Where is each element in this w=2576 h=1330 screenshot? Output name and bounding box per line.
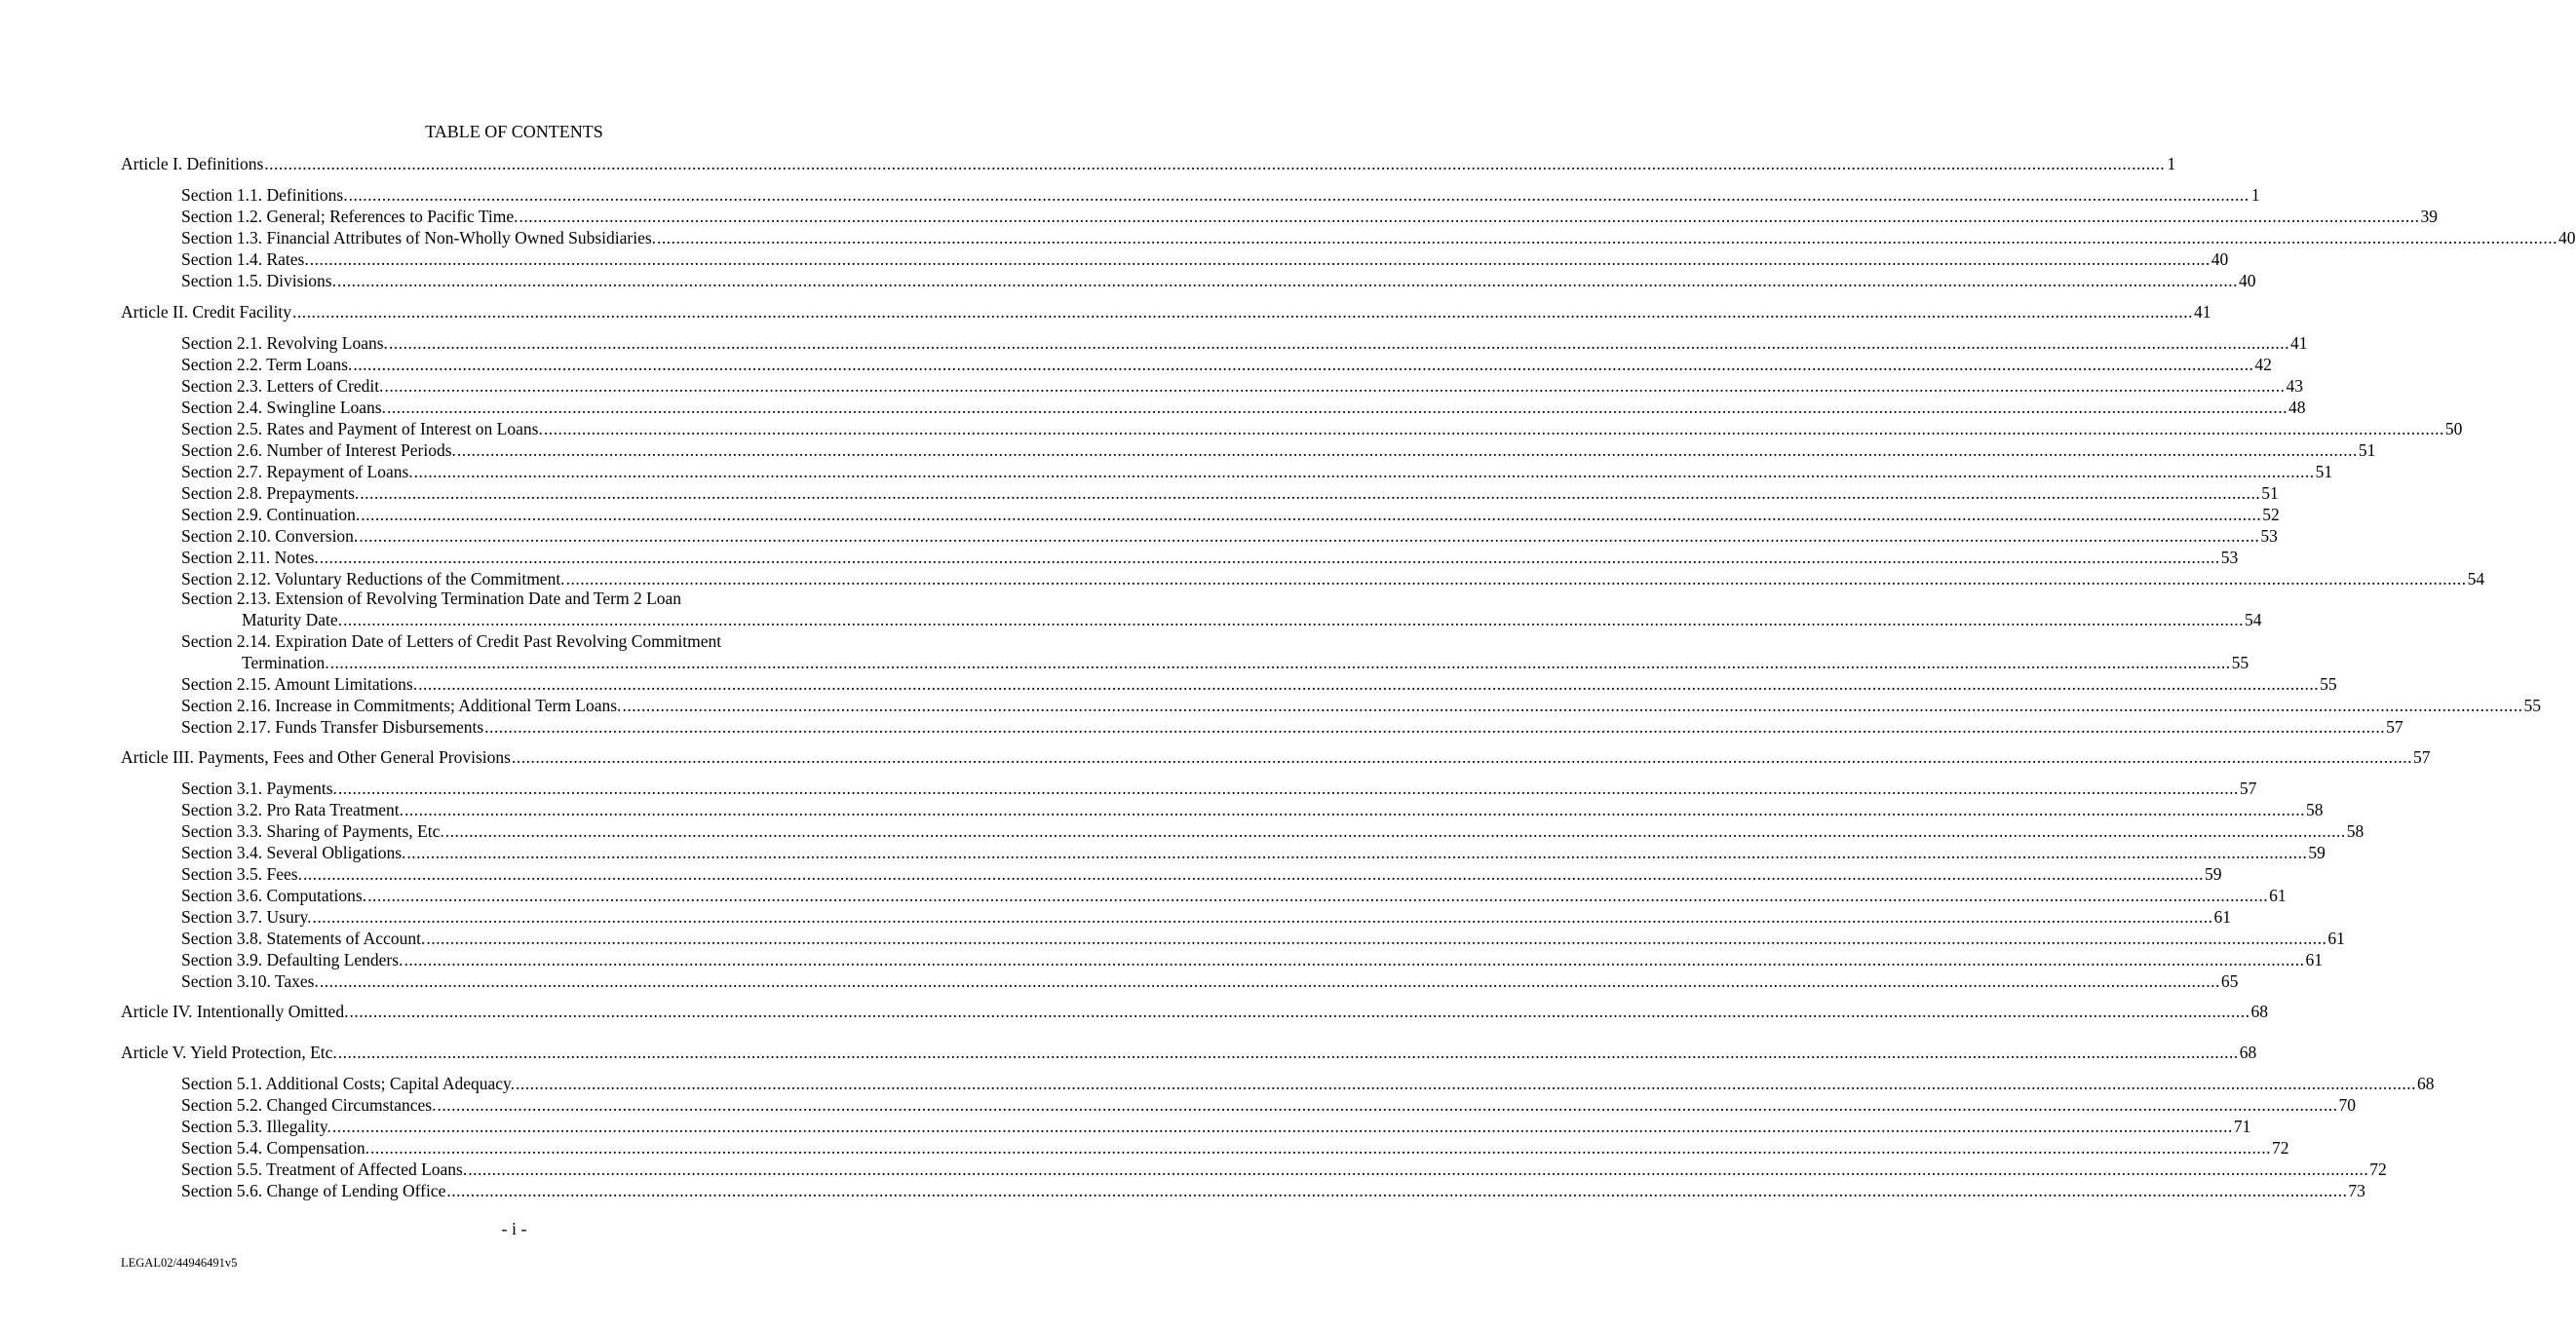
dot-leader: ................................................................................................................................................................................................................................................................................................................................................................................................................ xyxy=(484,717,2386,737)
toc-section-entry[interactable] xyxy=(181,461,2333,482)
toc-section-entry[interactable] xyxy=(181,1116,2251,1137)
toc-section-entry[interactable] xyxy=(181,525,2278,547)
toc-section-entry[interactable] xyxy=(181,397,2306,418)
toc-entry-label: Section 2.7. Repayment of Loans. xyxy=(181,462,413,481)
toc-entry-page: 51 xyxy=(2261,483,2279,503)
toc-entry-page: 70 xyxy=(2338,1095,2356,1115)
dot-leader: ................................................................................................................................................................................................................................................................................................................................................................................................................ xyxy=(348,185,2249,205)
dot-leader: ................................................................................................................................................................................................................................................................................................................................................................................................................ xyxy=(388,333,2289,353)
toc-section-entry[interactable] xyxy=(181,842,2326,863)
toc-entry[interactable] xyxy=(242,609,2262,630)
dot-leader: ................................................................................................................................................................................................................................................................................................................................................................................................................ xyxy=(516,1074,2417,1093)
toc-section-entry[interactable] xyxy=(181,1137,2289,1159)
toc-title: TABLE OF CONTENTS xyxy=(425,122,603,141)
toc-section-entry[interactable] xyxy=(181,673,2337,695)
toc-section-entry[interactable] xyxy=(181,695,2541,716)
dot-leader: ................................................................................................................................................................................................................................................................................................................................................................................................................ xyxy=(622,696,2523,715)
dot-leader: ................................................................................................................................................................................................................................................................................................................................................................................................................ xyxy=(413,462,2315,481)
toc-section-entry[interactable] xyxy=(181,206,2439,227)
toc-entry-label: Section 3.8. Statements of Account. xyxy=(181,929,426,948)
toc-section-entry[interactable] xyxy=(181,184,2260,206)
document-id: LEGAL02/44946491v5 xyxy=(121,1256,238,1270)
toc-entry-label: Section 2.8. Prepayments. xyxy=(181,483,360,503)
toc-entry-page: 1 xyxy=(2250,185,2260,205)
dot-leader: ................................................................................................................................................................................................................................................................................................................................................................................................................ xyxy=(444,821,2346,841)
toc-entry-label: Section 2.1. Revolving Loans. xyxy=(181,333,388,353)
toc-section-entry[interactable] xyxy=(181,418,2463,439)
toc-entry-label: Section 3.9. Defaulting Lenders. xyxy=(181,950,404,969)
toc-entry-page: 72 xyxy=(2369,1159,2387,1179)
toc-section-entry[interactable] xyxy=(181,970,2239,992)
toc-entry-page: 53 xyxy=(2260,526,2278,546)
toc-entry-page: 65 xyxy=(2220,971,2239,991)
dot-leader: ................................................................................................................................................................................................................................................................................................................................................................................................................ xyxy=(446,1181,2348,1200)
toc-entry-page: 43 xyxy=(2286,376,2304,396)
toc-section-entry[interactable] xyxy=(181,568,2485,589)
toc-entry-label: Section 2.17. Funds Transfer Disbursements xyxy=(181,717,484,737)
toc-entry-page: 41 xyxy=(2289,333,2308,353)
toc-section-entry[interactable] xyxy=(181,354,2272,375)
toc-entry-label: Article II. Credit Facility xyxy=(121,302,291,322)
toc-entry-label: Article I. Definitions xyxy=(121,154,264,173)
toc-entry-label: Section 1.2. General; References to Pacific Time. xyxy=(181,207,519,226)
toc-entry-label: Section 1.4. Rates. xyxy=(181,249,309,269)
dot-leader: ................................................................................................................................................................................................................................................................................................................................................................................................................ xyxy=(404,800,2305,819)
toc-entry-page: 51 xyxy=(2358,440,2376,460)
dot-leader: ................................................................................................................................................................................................................................................................................................................................................................................................................ xyxy=(468,1159,2369,1179)
dot-leader: ................................................................................................................................................................................................................................................................................................................................................................................................................ xyxy=(369,1138,2271,1158)
dot-leader: ................................................................................................................................................................................................................................................................................................................................................................................................................ xyxy=(367,886,2269,905)
toc-entry-label: Section 5.6. Change of Lending Office xyxy=(181,1181,446,1200)
toc-section-entry[interactable] xyxy=(181,270,2256,291)
toc-section-entry[interactable] xyxy=(181,375,2304,397)
toc-entry-label: Section 1.5. Divisions. xyxy=(181,271,336,290)
toc-section-entry[interactable] xyxy=(181,820,2365,842)
toc-entry-label: Section 2.3. Letters of Credit. xyxy=(181,376,384,396)
toc-section-entry[interactable] xyxy=(181,482,2279,504)
toc-entry-page: 61 xyxy=(2213,907,2232,927)
toc-section-entry[interactable] xyxy=(181,778,2257,799)
toc-entry-page: 41 xyxy=(2193,302,2211,322)
toc-section-entry[interactable] xyxy=(181,547,2239,568)
toc-entry-page: 52 xyxy=(2262,505,2280,524)
toc-entry-page: 59 xyxy=(2204,864,2222,884)
dot-leader: ................................................................................................................................................................................................................................................................................................................................................................................................................ xyxy=(456,440,2358,460)
toc-entry-page: 55 xyxy=(2231,653,2249,672)
dot-leader: ................................................................................................................................................................................................................................................................................................................................................................................................................ xyxy=(343,610,2245,629)
toc-entry-page: 58 xyxy=(2305,800,2324,819)
dot-leader: ................................................................................................................................................................................................................................................................................................................................................................................................................ xyxy=(418,674,2320,694)
dot-leader: ................................................................................................................................................................................................................................................................................................................................................................................................................ xyxy=(426,929,2327,948)
toc-entry-label: Section 2.12. Voluntary Reductions of the Commitment. xyxy=(181,569,565,589)
toc-entry-page: 72 xyxy=(2271,1138,2289,1158)
dot-leader: ................................................................................................................................................................................................................................................................................................................................................................................................................ xyxy=(312,907,2213,927)
toc-entry-page: 50 xyxy=(2444,419,2463,438)
toc-entry-label: Section 2.9. Continuation. xyxy=(181,505,361,524)
toc-entry-page: 48 xyxy=(2288,398,2306,417)
toc-entry-label-continued: Maturity Date. xyxy=(242,610,343,629)
toc-article-entry[interactable] xyxy=(121,1042,2257,1063)
toc-entry-page: 53 xyxy=(2220,548,2239,567)
toc-section-entry[interactable] xyxy=(181,1094,2356,1116)
toc-entry-label: Section 3.7. Usury. xyxy=(181,907,312,927)
toc-entry-label: Section 2.15. Amount Limitations. xyxy=(181,674,418,694)
toc-section-entry[interactable] xyxy=(181,906,2232,928)
toc-entry-page: 54 xyxy=(2467,569,2485,589)
toc-entry-label: Section 2.11. Notes. xyxy=(181,548,319,567)
toc-article-entry[interactable] xyxy=(121,301,2211,323)
toc-entry-page: 68 xyxy=(2250,1002,2268,1021)
dot-leader: ................................................................................................................................................................................................................................................................................................................................................................................................................ xyxy=(543,419,2444,438)
toc-article-entry[interactable] xyxy=(121,153,2176,174)
dot-leader: ................................................................................................................................................................................................................................................................................................................................................................................................................ xyxy=(302,864,2204,884)
toc-entry-page: 71 xyxy=(2233,1117,2251,1136)
dot-leader: ................................................................................................................................................................................................................................................................................................................................................................................................................ xyxy=(565,569,2467,589)
toc-entry-page: 40 xyxy=(2558,228,2576,247)
toc-entry-page: 57 xyxy=(2386,717,2403,737)
toc-article-entry[interactable] xyxy=(121,1001,2268,1022)
toc-entry[interactable] xyxy=(242,652,2249,673)
toc-entry-page: 39 xyxy=(2420,207,2439,226)
dot-leader: ................................................................................................................................................................................................................................................................................................................................................................................................................ xyxy=(331,1117,2233,1136)
toc-entry-label-continued: Termination. xyxy=(242,653,329,672)
dot-leader: ................................................................................................................................................................................................................................................................................................................................................................................................................ xyxy=(336,271,2238,290)
toc-entry-label: Section 5.1. Additional Costs; Capital Adequacy. xyxy=(181,1074,516,1093)
dot-leader: ................................................................................................................................................................................................................................................................................................................................................................................................................ xyxy=(384,376,2286,396)
toc-entry-page: 61 xyxy=(2269,886,2287,905)
toc-section-entry[interactable] xyxy=(181,248,2229,270)
toc-entry-label: Section 1.3. Financial Attributes of Non-Wholly Owned Subsidiaries. xyxy=(181,228,657,247)
toc-entry-page: 57 xyxy=(2412,747,2431,767)
toc-entry-page: 73 xyxy=(2348,1181,2365,1200)
toc-entry-label: Section 2.6. Number of Interest Periods. xyxy=(181,440,456,460)
dot-leader: ................................................................................................................................................................................................................................................................................................................................................................................................................ xyxy=(319,548,2220,567)
dot-leader: ................................................................................................................................................................................................................................................................................................................................................................................................................ xyxy=(361,505,2262,524)
dot-leader: ................................................................................................................................................................................................................................................................................................................................................................................................................ xyxy=(406,843,2308,862)
toc-entry-label: Section 5.2. Changed Circumstances. xyxy=(181,1095,437,1115)
toc-entry-page: 1 xyxy=(2167,154,2176,173)
toc-section-entry[interactable] xyxy=(181,949,2323,970)
dot-leader: ................................................................................................................................................................................................................................................................................................................................................................................................................ xyxy=(359,526,2260,546)
toc-entry-label: Section 3.3. Sharing of Payments, Etc. xyxy=(181,821,444,841)
dot-leader: ................................................................................................................................................................................................................................................................................................................................................................................................................ xyxy=(291,302,2193,322)
toc-entry-page: 55 xyxy=(2523,696,2541,715)
toc-entry-page: 57 xyxy=(2239,779,2257,798)
dot-leader: ................................................................................................................................................................................................................................................................................................................................................................................................................ xyxy=(437,1095,2338,1115)
toc-entry-label: Section 5.4. Compensation. xyxy=(181,1138,369,1158)
toc-entry-label: Section 5.3. Illegality. xyxy=(181,1117,331,1136)
toc-entry-page: 68 xyxy=(2239,1043,2257,1062)
toc-section-entry[interactable] xyxy=(181,504,2280,525)
toc-section-entry[interactable] xyxy=(181,1073,2435,1094)
toc-entry-label: Section 2.16. Increase in Commitments; Additional Term Loans. xyxy=(181,696,622,715)
toc-entry-label: Section 2.14. Expiration Date of Letters of Credit Past Revolving Commitment xyxy=(181,631,722,651)
toc-section-entry[interactable] xyxy=(181,799,2324,820)
dot-leader: ................................................................................................................................................................................................................................................................................................................................................................................................................ xyxy=(360,483,2261,503)
toc-section-entry[interactable] xyxy=(181,227,2576,248)
toc-entry-label: Article IV. Intentionally Omitted. xyxy=(121,1002,349,1021)
dot-leader: ................................................................................................................................................................................................................................................................................................................................................................................................................ xyxy=(386,398,2288,417)
toc-entry-page: 61 xyxy=(2305,950,2323,969)
toc-entry-page: 42 xyxy=(2254,355,2272,374)
toc-entry-page: 59 xyxy=(2308,843,2326,862)
page-number: - i - xyxy=(501,1219,527,1238)
toc-entry-page: 40 xyxy=(2238,271,2256,290)
dot-leader: ................................................................................................................................................................................................................................................................................................................................................................................................................ xyxy=(309,249,2211,269)
toc-entry-label: Article III. Payments, Fees and Other General Provisions xyxy=(121,747,511,767)
dot-leader: ................................................................................................................................................................................................................................................................................................................................................................................................................ xyxy=(264,154,2166,173)
toc-entry-label: Section 2.4. Swingline Loans. xyxy=(181,398,386,417)
toc-entry-label: Section 2.13. Extension of Revolving Termination Date and Term 2 Loan xyxy=(181,589,682,608)
toc-entry-label: Section 5.5. Treatment of Affected Loans. xyxy=(181,1159,468,1179)
toc-section-entry[interactable] xyxy=(181,928,2345,949)
dot-leader: ................................................................................................................................................................................................................................................................................................................................................................................................................ xyxy=(329,653,2231,672)
dot-leader: ................................................................................................................................................................................................................................................................................................................................................................................................................ xyxy=(349,1002,2250,1021)
toc-entry-label: Article V. Yield Protection, Etc. xyxy=(121,1043,337,1062)
toc-entry-label: Section 3.1. Payments. xyxy=(181,779,337,798)
dot-leader: ................................................................................................................................................................................................................................................................................................................................................................................................................ xyxy=(519,207,2420,226)
toc-entry-label: Section 2.2. Term Loans. xyxy=(181,355,353,374)
dot-leader: ................................................................................................................................................................................................................................................................................................................................................................................................................ xyxy=(319,971,2220,991)
dot-leader: ................................................................................................................................................................................................................................................................................................................................................................................................................ xyxy=(337,779,2239,798)
toc-section-entry[interactable] xyxy=(181,716,2403,738)
dot-leader: ................................................................................................................................................................................................................................................................................................................................................................................................................ xyxy=(353,355,2254,374)
toc-entry-page: 51 xyxy=(2315,462,2333,481)
toc-entry-page: 58 xyxy=(2346,821,2365,841)
toc-entry-label: Section 3.6. Computations. xyxy=(181,886,367,905)
toc-section-entry[interactable] xyxy=(181,439,2376,461)
toc-entry-label: Section 1.1. Definitions. xyxy=(181,185,348,205)
toc-section-entry[interactable] xyxy=(181,863,2222,885)
dot-leader: ................................................................................................................................................................................................................................................................................................................................................................................................................ xyxy=(404,950,2305,969)
toc-entry-page: 54 xyxy=(2245,610,2262,629)
toc-section-entry[interactable] xyxy=(181,1159,2387,1180)
toc-section-entry[interactable] xyxy=(181,332,2308,354)
toc-article-entry[interactable] xyxy=(121,746,2431,768)
toc-entry-label: Section 3.2. Pro Rata Treatment. xyxy=(181,800,404,819)
toc-entry-label: Section 3.5. Fees. xyxy=(181,864,302,884)
toc-section-entry[interactable] xyxy=(181,1180,2365,1201)
toc-entry-page: 55 xyxy=(2320,674,2337,694)
toc-entry-label: Section 3.10. Taxes. xyxy=(181,971,319,991)
dot-leader: ................................................................................................................................................................................................................................................................................................................................................................................................................ xyxy=(511,747,2412,767)
dot-leader: ................................................................................................................................................................................................................................................................................................................................................................................................................ xyxy=(657,228,2558,247)
toc-entry-label: Section 2.10. Conversion. xyxy=(181,526,359,546)
toc-entry-page: 68 xyxy=(2417,1074,2435,1093)
toc-entry-label: Section 2.5. Rates and Payment of Interest on Loans. xyxy=(181,419,543,438)
toc-entry-page: 40 xyxy=(2211,249,2229,269)
toc-entry-page: 61 xyxy=(2327,929,2345,948)
toc-entry-label: Section 3.4. Several Obligations. xyxy=(181,843,406,862)
toc-section-entry[interactable] xyxy=(181,885,2287,906)
dot-leader: ................................................................................................................................................................................................................................................................................................................................................................................................................ xyxy=(337,1043,2239,1062)
